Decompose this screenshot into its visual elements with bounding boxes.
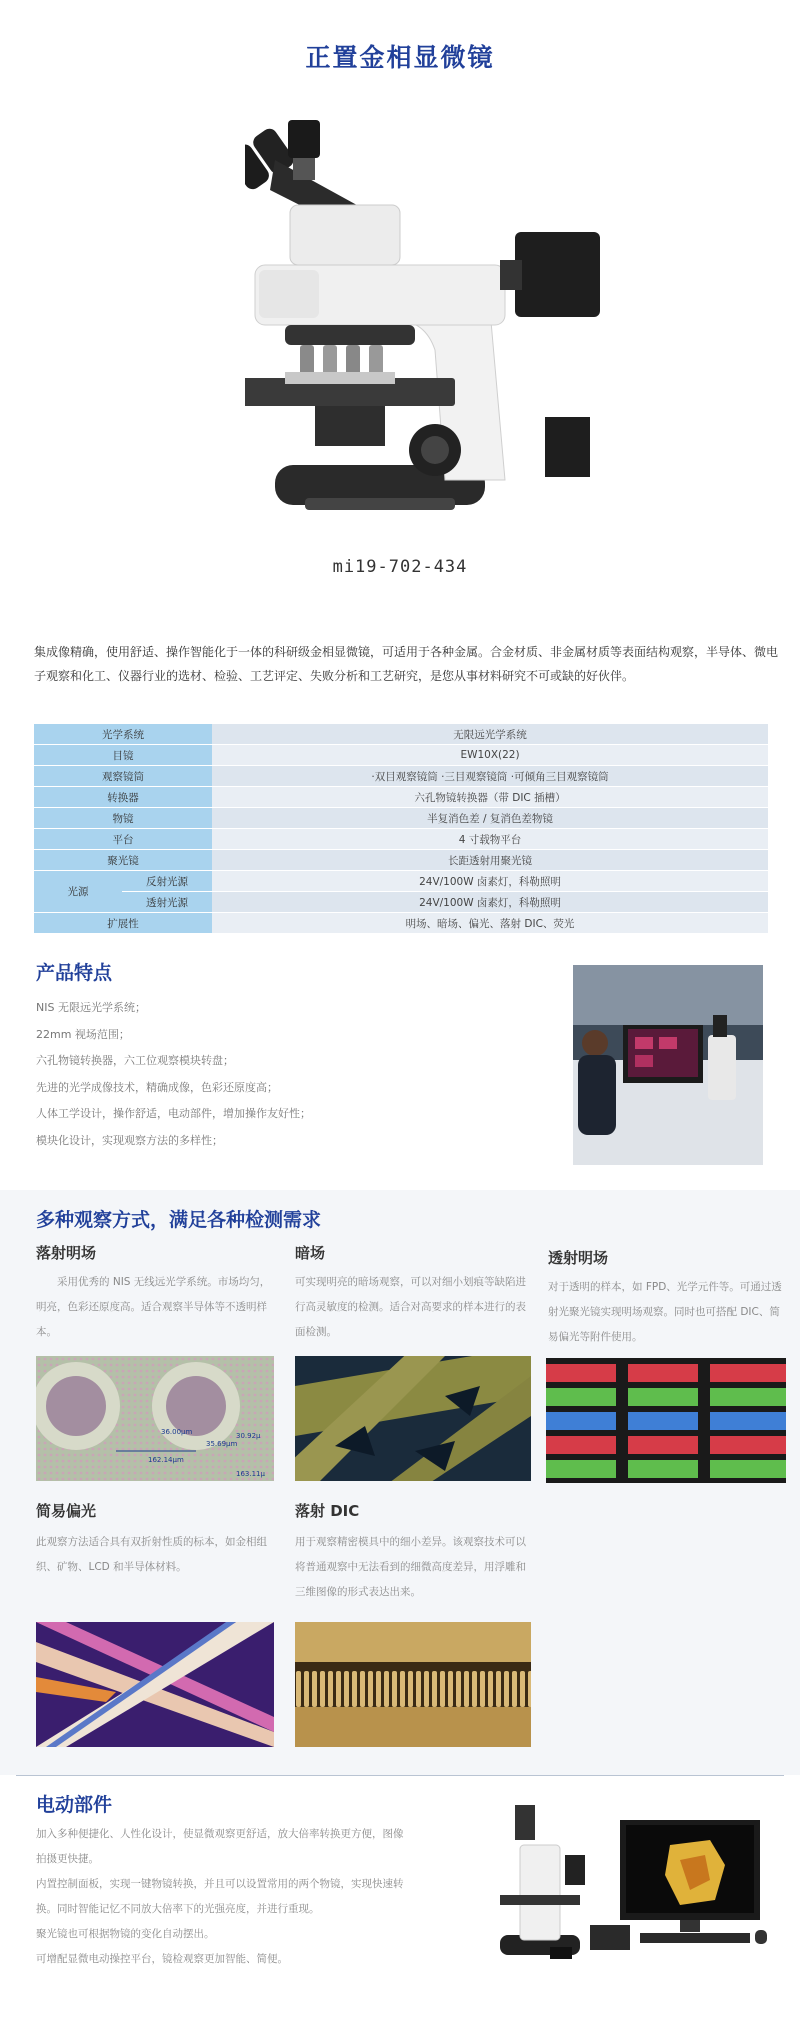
table-row: [34, 913, 768, 934]
table-row: [34, 829, 768, 850]
spec-label: 聚光镜: [34, 850, 212, 871]
transmitted-brightfield-image: [546, 1358, 786, 1483]
spec-label: 转换器: [34, 787, 212, 808]
electric-title: 电动部件: [36, 1794, 113, 1816]
list-item: NIS 无限远光学系统；: [36, 1001, 146, 1014]
method-title: 暗场: [295, 1244, 326, 1262]
model-number: mi19-702-434: [332, 557, 468, 577]
table-row: [34, 745, 768, 766]
brightfield-image: [36, 1356, 274, 1481]
dic-image: [295, 1622, 531, 1747]
spec-sublabel: 透射光源: [122, 892, 212, 913]
spec-value: 六孔物镜转换器（带 DIC 插槽）: [212, 787, 768, 808]
method-desc: 对于透明的样本，如 FPD、光学元件等。可通过透射光聚光镜实现明场观察。同时也可搭配 DIC、简易偏光等附件使用。: [548, 1281, 782, 1343]
table-row: [34, 808, 768, 829]
method-desc: 采用优秀的 NIS 无线远光学系统。市场均匀，明亮，色彩还原度高。适合观察半导体等不透明样本。: [36, 1276, 271, 1338]
spec-label: 目镜: [34, 745, 212, 766]
table-row: [34, 892, 768, 913]
table-row: [34, 871, 768, 892]
features-list: [36, 995, 536, 1154]
features-title: 产品特点: [36, 962, 113, 984]
spec-label: 物镜: [34, 808, 212, 829]
spec-value: 24V/100W 卤素灯，科勒照明: [212, 892, 768, 913]
measure-label: 162.14μm: [148, 1456, 184, 1464]
spec-value: EW10X(22): [212, 745, 768, 766]
darkfield-image: [295, 1356, 531, 1481]
list-item: 先进的光学成像技术，精确成像，色彩还原度高；: [36, 1080, 278, 1094]
method-desc: 用于观察精密模具中的细小差异。该观察技术可以将普通观察中无法看到的细微高度差异，用浮雕和三维图像的形式表达出来。: [295, 1536, 526, 1598]
spec-table: [34, 724, 768, 934]
list-item: 模块化设计，实现观察方法的多样性；: [36, 1133, 223, 1147]
spec-label: 观察镜筒: [34, 766, 212, 787]
list-item: 六孔物镜转换器，六工位观察模块转盘；: [36, 1054, 234, 1067]
method-desc: 可实现明亮的暗场观察，可以对细小划痕等缺陷进行高灵敏度的检测。适合对高要求的样本进行的表面检测。: [295, 1276, 526, 1338]
microscope-image: [245, 120, 605, 540]
electric-list: [36, 1822, 408, 1972]
measure-label: 36.00μm: [161, 1428, 193, 1436]
table-row: [34, 724, 768, 745]
page-title: 正置金相显微镜: [305, 43, 495, 72]
measure-label: 163.11μ: [236, 1470, 265, 1478]
list-item: 可增配显微电动操控平台，镜检观察更加智能、简便。: [36, 1953, 288, 1965]
table-row: [34, 766, 768, 787]
list-item: 聚光镜也可根据物镜的变化自动摆出。: [36, 1928, 215, 1940]
spec-value: 半复消色差 / 复消色差物镜: [212, 808, 768, 829]
measure-label: 35.69μm: [206, 1440, 238, 1448]
spec-label: 光学系统: [34, 724, 212, 745]
list-item: 加入多种便捷化、人性化设计，使显微观察更舒适，放大倍率转换更方便，图像拍摄更快捷。: [36, 1828, 404, 1865]
spec-value: 无限远光学系统: [212, 724, 768, 745]
spec-value: 明场、暗场、偏光、落射 DIC、荧光: [212, 913, 768, 934]
table-row: [34, 787, 768, 808]
motorized-system-image: [470, 1805, 790, 1965]
list-item: 22mm 视场范围；: [36, 1027, 130, 1041]
spec-value: 4 寸载物平台: [212, 829, 768, 850]
spec-value: ·双目观察镜筒 ·三目观察镜筒 ·可倾角三目观察镜筒: [212, 766, 768, 787]
spec-label: 平台: [34, 829, 212, 850]
spec-value: 24V/100W 卤素灯，科勒照明: [212, 871, 768, 892]
method-title: 简易偏光: [36, 1502, 97, 1520]
table-row: [34, 850, 768, 871]
method-title: 落射明场: [36, 1244, 97, 1262]
intro-text: 集成像精确，使用舒适、操作智能化于一体的科研级金相显微镜，可适用于各种金属。合金材质、非金属材质等表面结构观察，半导体、微电子观察和化工、仪器行业的选材、检验、工艺评定、失败分析和工艺研究，是您从事材料研究不可或缺的好伙伴。: [34, 645, 779, 683]
spec-label: 扩展性: [34, 913, 212, 934]
observation-title: 多种观察方式，满足各种检测需求: [36, 1209, 322, 1231]
method-title: 落射 DIC: [295, 1502, 360, 1520]
method-title: 透射明场: [548, 1249, 609, 1267]
measure-label: 30.92μ: [236, 1432, 261, 1440]
section-divider: [16, 1775, 784, 1776]
list-item: 内置控制面板，实现一键物镜转换，并且可以设置常用的两个物镜，实现快速转换。同时智能记忆不同放大倍率下的光强亮度，并进行重现。: [36, 1878, 404, 1915]
spec-sublabel: 反射光源: [122, 871, 212, 892]
spec-value: 长距透射用聚光镜: [212, 850, 768, 871]
method-desc: 此观察方法适合具有双折射性质的标本，如金相组织、矿物、LCD 和半导体材料。: [36, 1536, 267, 1573]
polarized-image: [36, 1622, 274, 1747]
list-item: 人体工学设计，操作舒适，电动部件，增加操作友好性；: [36, 1107, 311, 1120]
lab-photo: [573, 965, 763, 1165]
spec-label-light: 光源: [34, 871, 122, 913]
